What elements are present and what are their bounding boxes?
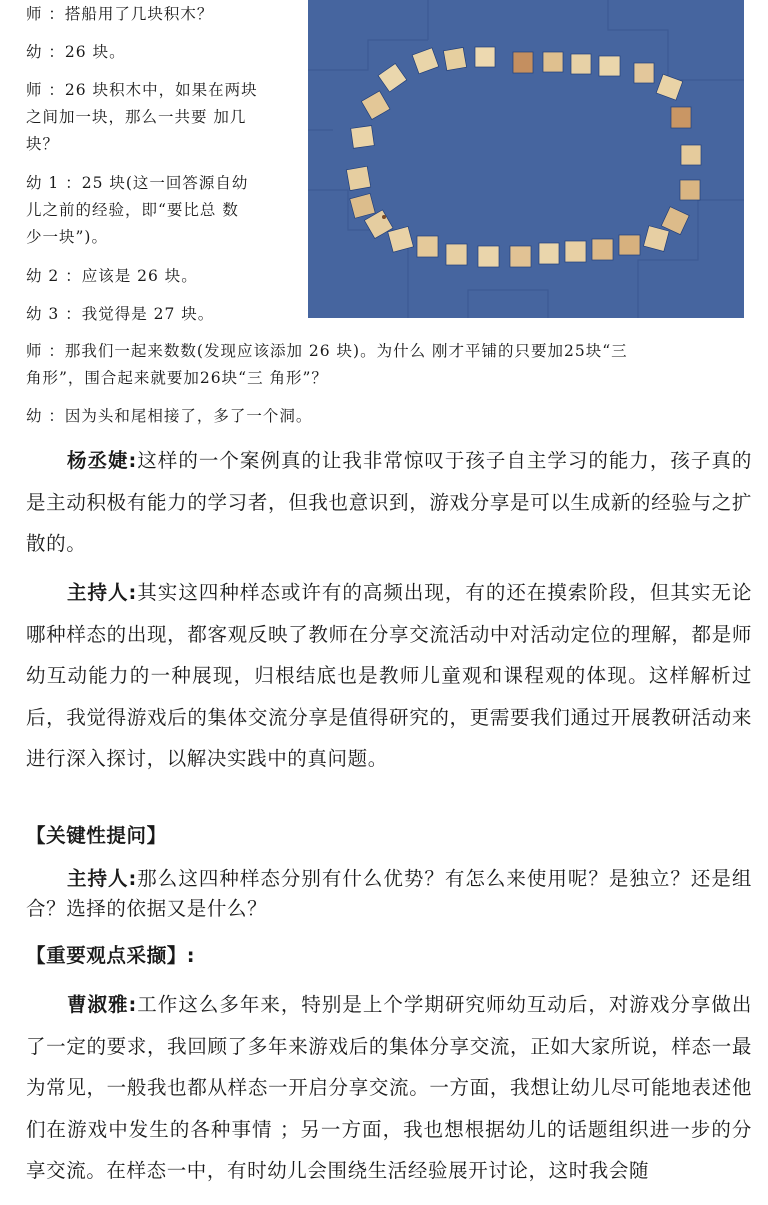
paragraph-text: 其实这四种样态或许有的高频出现，有的还在摸索阶段，但其实无论哪种样态的出现，都客观反映了教师在分享交流活动中对活动定位的理解，都是师幼互动能力的一种展现，归根结底也是教师儿童观和课程观的体现。这样解析过后，我觉得游戏后的集体交流分享是值得研究的，更需要我们通过开展教研活动来进行深入探讨，以解决实践中的真问题。 — [26, 581, 752, 770]
dialogue-line: 幼 3 ：我觉得是 27 块。 — [26, 305, 215, 323]
speaker-name: 主持人: — [67, 581, 137, 604]
key-question-heading: 【关键性提问】 — [26, 824, 167, 847]
blocks-photo — [308, 0, 744, 318]
dialogue-line: 少一块”)。 — [26, 228, 108, 246]
dialogue-line: 幼 ：26 块。 — [26, 43, 126, 61]
dialogue-line: 之间加一块，那么一共要 加几 — [26, 108, 247, 126]
dialogue-line: 幼 ：因为头和尾相接了，多了一个洞。 — [26, 407, 313, 425]
paragraph-text: 这样的一个案例真的让我非常惊叹于孩子自主学习的能力，孩子真的是主动积极有能力的学习者，但我也意识到，游戏分享是可以生成新的经验与之扩散的。 — [26, 449, 752, 555]
dialogue-line: 幼 2 ：应该是 26 块。 — [26, 267, 198, 285]
viewpoints-heading: 【重要观点采撷】: — [26, 944, 196, 967]
paragraph-text: 那么这四种样态分别有什么优势？有怎么来使用呢？是独立？还是组合？选择的依据又是什么？ — [26, 867, 752, 920]
dialogue-line: 儿之前的经验，即“要比总 数 — [26, 201, 239, 219]
dialogue-line: 角形”，围合起来就要加26块“三 角形”？ — [26, 369, 328, 387]
dialogue-line: 块？ — [26, 135, 60, 153]
dialogue-line: 师 ：搭船用了几块积木？ — [26, 5, 214, 23]
paragraph-host-1 — [26, 572, 752, 780]
paragraph-yang — [26, 440, 752, 565]
dialogue-line: 师 ：26 块积木中，如果在两块 — [26, 81, 258, 99]
paragraph-host-2 — [26, 864, 752, 924]
paragraph-text: 工作这么多年来，特别是上个学期研究师幼互动后，对游戏分享做出了一定的要求，我回顾了多年来游戏后的集体分享交流，正如大家所说，样态一最为常见，一般我也都从样态一开启分享交流。一方面，我想让幼儿尽可能地表述他们在游戏中发生的各种事情 ；另一方面，我也想根据幼儿的话题组织进一步的分享交流。在样态一中，有时幼儿会围绕生活经验展开讨论，这时我会随 — [26, 993, 752, 1182]
speaker-name: 主持人: — [67, 867, 137, 890]
dialogue-line: 师 ：那我们一起来数数(发现应该添加 26 块)。为什么 刚才平铺的只要加25块“三 — [26, 342, 628, 360]
dialogue-line: 幼 1 ：25 块(这一回答源自幼 — [26, 174, 249, 192]
blocks-ring-image — [308, 0, 744, 318]
speaker-name: 曹淑雅: — [67, 993, 137, 1016]
speaker-name: 杨丞婕: — [67, 449, 137, 472]
paragraph-cao — [26, 984, 752, 1192]
